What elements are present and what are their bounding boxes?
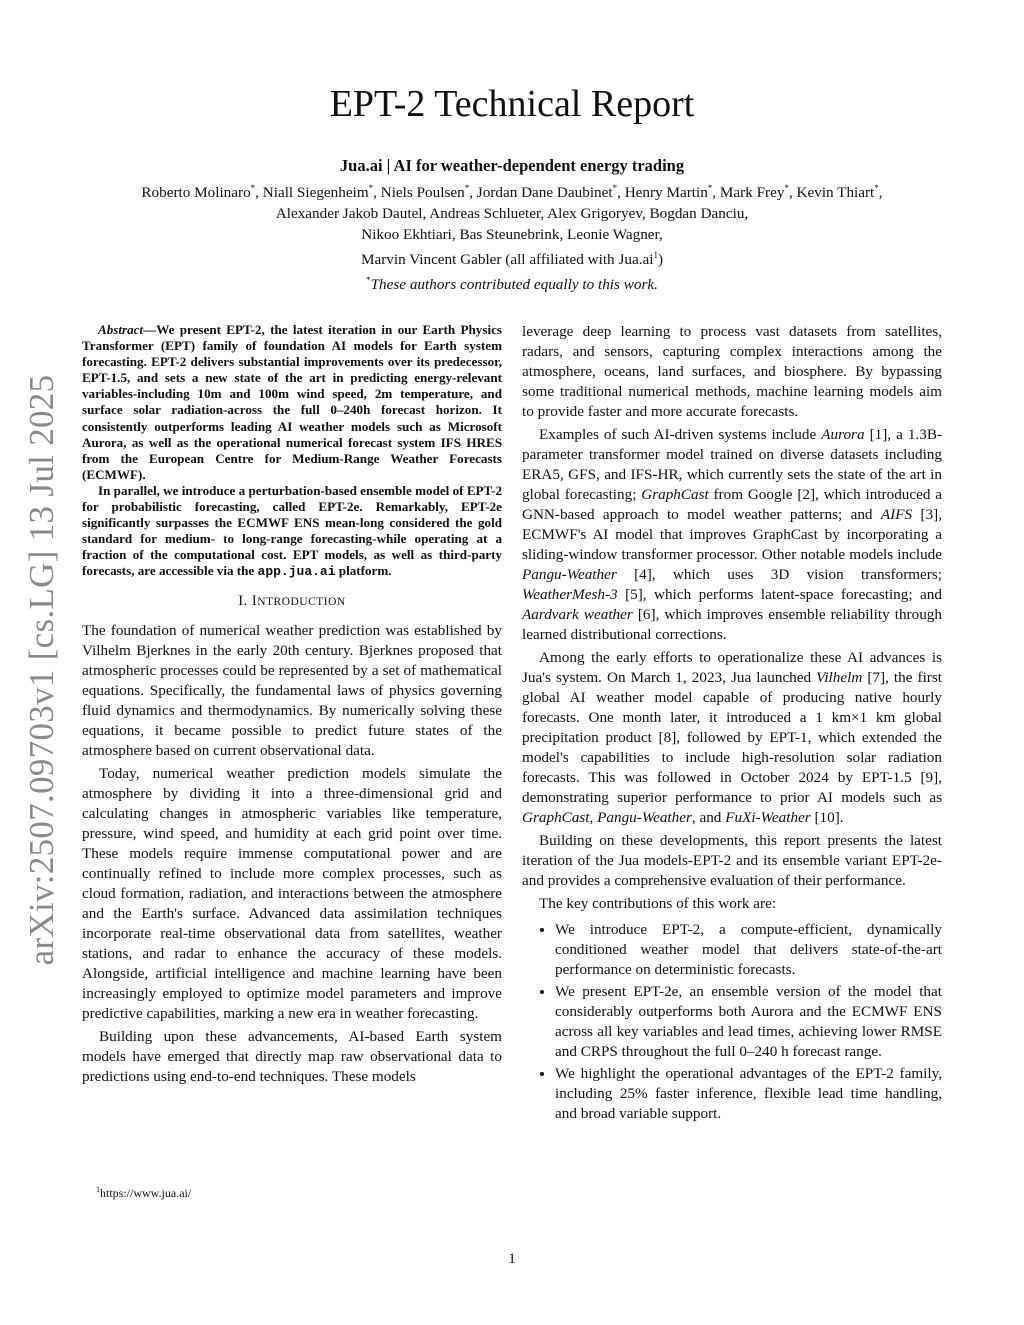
footnote-link[interactable]: https://www.jua.ai/	[100, 1186, 192, 1200]
list-item: • We present EPT-2e, an ensemble version of the model that considerably outperforms both Aurora and the ECMWF ENS across all key variables and lead times, achieving lower RMSE and CRPS throughout the full 0–240 h forecast range.	[555, 982, 942, 1062]
right-column	[522, 322, 942, 1126]
right-paragraph-1: leverage deep learning to process vast datasets from satellites, radars, and sensors, capturing complex interactions among the atmosphere, oceans, land surfaces, and biosphere. By bypassing some traditional numerical methods, machine learning models aim to provide faster and more accurate forecasts.	[522, 323, 942, 420]
footnote: $^1$https://www.jua.ai/	[96, 1185, 192, 1200]
right-paragraph-5: The key contributions of this work are:	[539, 895, 777, 912]
author-line-1	[70, 178, 954, 203]
right-paragraph-4: Building on these developments, this report presents the latest iteration of the Jua models-EPT-2 and its ensemble variant EPT-2e-and provides a comprehensive evaluation of their performance.	[522, 832, 942, 889]
platform-url: app.jua.ai	[257, 564, 336, 580]
arxiv-stamp-text: arXiv:2507.09703v1 [cs.LG] 13 Jul 2025	[22, 374, 61, 966]
author: Jordan Dane Daubinet*,	[476, 183, 625, 202]
author: Mark Frey*,	[719, 183, 797, 202]
intro-paragraph-2: Today, numerical weather prediction models simulate the atmosphere by dividing it into a three-dimensional grid and calculating changes in atmospheric variables like temperature, pressure, wind speed, and humidity at each grid point over time. These models require immense computational power and are continually refined to include more complex processes, such as cloud formation, radiation, and interactions between the atmosphere and the Earth's surface. Advanced data assimilation techniques incorporate real-time observational data from satellites, weather stations, and radar to enhance the accuracy of these models. Alongside, artificial intelligence and machine learning have been increasingly employed to optimize model parameters and improve predictive capabilities, marking a new era in weather forecasting.	[82, 764, 502, 1022]
affiliation: Jua.ai | AI for weather-dependent energy trading	[339, 156, 685, 175]
list-item: • We highlight the operational advantages of the EPT-2 family, including 25% faster inference, flexible lead time handling, and broad variable support.	[555, 1064, 942, 1124]
author: Niels Poulsen*,	[380, 183, 477, 202]
page-number: 1	[508, 1251, 516, 1267]
author: Henry Martin*,	[624, 183, 720, 202]
list-item: • We introduce EPT-2, a compute-efficient, dynamically conditioned weather model that delivers state-of-the-art performance on deterministic forecasts.	[555, 920, 942, 980]
contributions-list	[522, 920, 942, 1124]
author: Kevin Thiart*,	[796, 183, 883, 202]
author: Niall Siegenheim*,	[262, 183, 381, 202]
arxiv-stamp	[12, 370, 72, 970]
author: Roberto Molinaro*,	[141, 183, 263, 202]
left-column	[82, 322, 502, 1087]
abstract-paragraph-2: In parallel, we introduce a perturbation-based ensemble model of EPT-2 for probabilistic forecasting, called EPT-2e. Remarkably, EPT-2e significantly surpasses the ECMWF ENS mean-long considered the gold standard for medium- to long-range forecasting-while operating at a fraction of the computational cost. EPT models, as well as third-party forecasts, are accessible via the app.jua.ai platform.	[82, 482, 502, 580]
abstract	[82, 322, 502, 581]
author-line-2: Alexander Jakob Dautel, Andreas Schlueter, Alex Grigoryev, Bogdan Danciu,	[275, 205, 749, 223]
author-line-4: Marvin Vincent Gabler (all affiliated with $Jua.ai^1$)	[360, 250, 664, 269]
intro-paragraph-3: Building upon these advancements, AI-based Earth system models have emerged that directly map raw observational data to predictions using end-to-end techniques. These models	[82, 1027, 502, 1085]
author-list	[70, 178, 954, 295]
section-heading-introduction: I. INTRODUCTION	[238, 592, 346, 609]
abstract-label: Abstract	[98, 322, 144, 337]
equal-contribution-note: *These authors contributed equally to this work.	[366, 275, 658, 294]
abstract-paragraph-1: Abstract—We present EPT-2, the latest iteration in our Earth Physics Transformer (EPT) family of foundation AI models for Earth system forecasting. EPT-2 delivers substantial improvements over its predecessor, EPT-1.5, and sets a new state of the art in predicting energy-relevant variables-including 10m and 100m wind speed, 2m temperature, and surface solar radiation-across the full 0–240h forecast horizon. It consistently outperforms leading AI weather models such as Microsoft Aurora, as well as the operational numerical forecast system IFS HRES from the European Centre for Medium-Range Weather Forecasts (ECMWF).	[82, 322, 502, 482]
intro-paragraph-1: The foundation of numerical weather prediction was established by Vilhelm Bjerknes in the early 20th century. Bjerknes proposed that atmospheric processes could be represented by a set of mathematical equations. Specifically, the fundamental laws of physics governing fluid dynamics and thermodynamics. By numerically solving these equations, it became possible to predict future states of the atmosphere based on current observational data.	[82, 621, 502, 759]
author-line-3: Nikoo Ekhtiari, Bas Steunebrink, Leonie Wagner,	[361, 226, 663, 244]
paper-title: EPT-2 Technical Report	[329, 83, 695, 125]
right-paragraph-2: Examples of such AI-driven systems include Aurora [1], a 1.3B-parameter transformer model trained on diverse datasets including ERA5, GFS, and IFS-HR, which currently sets the state of the art in global forecasting; GraphCast from Google [2], which introduced a GNN-based approach to model weather patterns; and AIFS [3], ECMWF's AI model that improves GraphCast by incorporating a sliding-window transformer processor. Other notable models include Pangu-Weather [4], which uses 3D vision transformers; WeatherMesh-3 [5], which performs latent-space forecasting; and Aardvark weather [6], which improves ensemble reliability through learned distributional corrections.	[522, 426, 943, 643]
right-paragraph-3: Among the early efforts to operationalize these AI advances is Jua's system. On March 1, 2023, Jua launched Vilhelm [7], the first global AI weather model capable of producing native hourly forecasts. One month later, it introduced a 1 km×1 km global precipitation product [8], followed by EPT-1, which extended the model's capabilities to include high-resolution solar radiation forecasts. This was followed in October 2024 by EPT-1.5 [9], demonstrating superior performance to prior AI models such as GraphCast, Pangu-Weather, and FuXi-Weather [10].	[522, 649, 942, 826]
